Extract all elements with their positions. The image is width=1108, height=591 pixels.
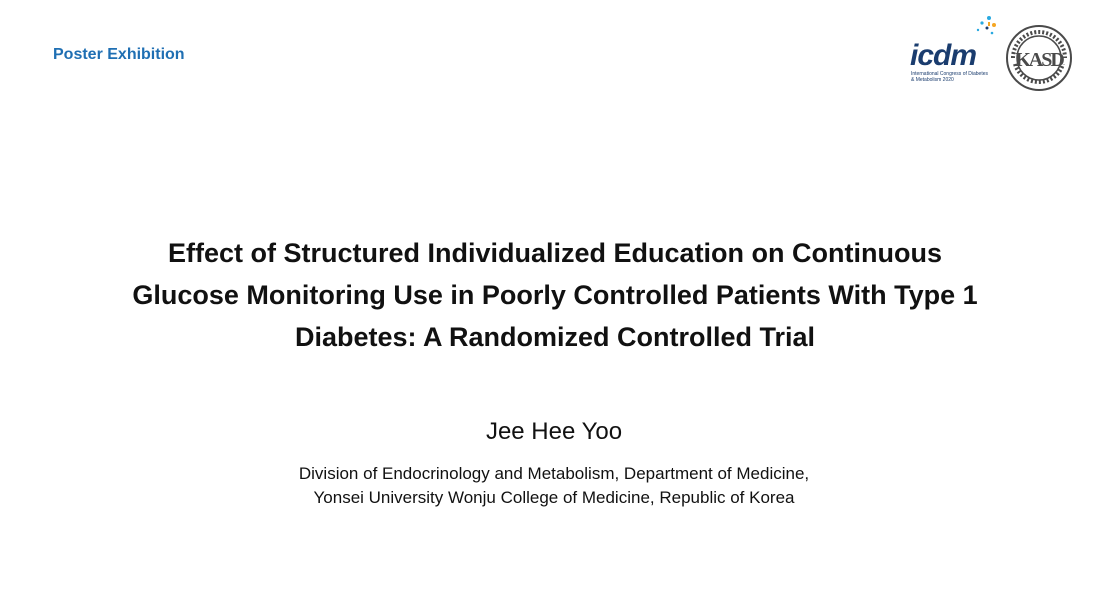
icdm-logo-icon	[907, 14, 997, 94]
author-affiliation	[0, 462, 1108, 510]
poster-title	[30, 232, 1080, 358]
affiliation-line: Yonsei University Wonju College of Medicine, Republic of Korea	[313, 488, 795, 507]
icdm-subtitle: International Congress of Diabetes & Metabolism 2020	[911, 71, 988, 83]
svg-text:KASD: KASD	[1015, 49, 1063, 71]
affiliation-line: Division of Endocrinology and Metabolism, Department of Medicine,	[298, 464, 810, 483]
title-line: Effect of Structured Individualized Education on Continuous	[168, 238, 942, 268]
logo-group	[907, 14, 1077, 94]
author-name: Jee Hee Yoo	[485, 418, 623, 445]
title-line: Glucose Monitoring Use in Poorly Controlled Patients With Type 1	[132, 280, 978, 310]
icdm-wordmark: icdm	[910, 39, 977, 72]
section-label: Poster Exhibition	[53, 46, 185, 63]
kasd-seal-icon	[1005, 24, 1073, 92]
title-line: Diabetes: A Randomized Controlled Trial	[294, 322, 816, 352]
